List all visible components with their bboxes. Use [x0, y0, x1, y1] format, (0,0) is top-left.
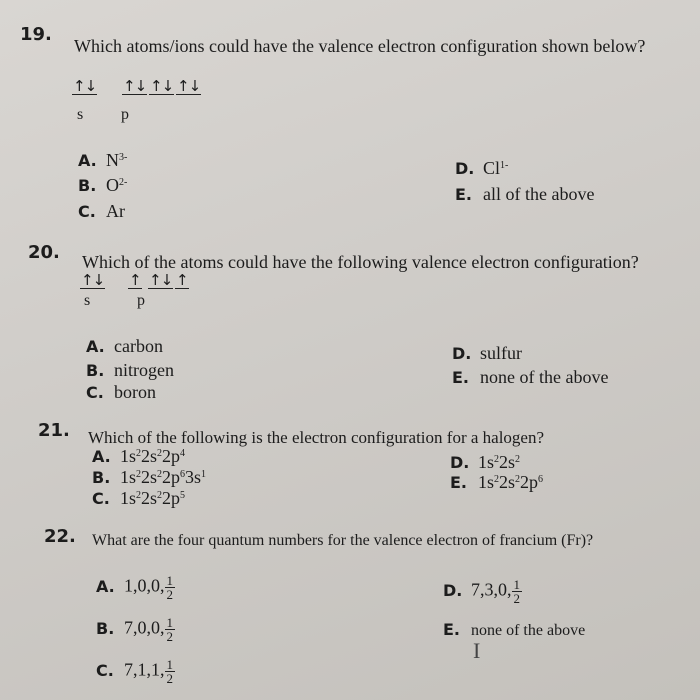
- option-letter: B.: [92, 468, 111, 487]
- option-letter: D.: [450, 453, 470, 472]
- option-letter: D.: [443, 580, 463, 600]
- option-letter: D.: [452, 344, 472, 363]
- option-letter: E.: [450, 473, 468, 492]
- q20-option-a[interactable]: A. carbon: [86, 336, 163, 356]
- q22-number: 22.: [44, 526, 76, 547]
- q19-p-label: p: [121, 106, 129, 123]
- fraction: $\frac{1}{2}$: [166, 657, 173, 686]
- q20-p-orbital-2: ↑↓: [149, 271, 173, 289]
- option-letter: A.: [92, 447, 111, 466]
- option-letter: C.: [78, 202, 96, 221]
- option-letter: B.: [78, 176, 97, 195]
- q19-p-orbital-3: ↑↓: [177, 77, 201, 95]
- q21-option-e[interactable]: E. $1s^22s^22p^6$: [450, 472, 544, 492]
- option-letter: D.: [455, 159, 475, 178]
- q20-option-c[interactable]: C. boron: [86, 382, 156, 402]
- q22-option-b[interactable]: B. 7,0,0, $\frac{1}{2}$: [96, 615, 173, 644]
- q19-option-c[interactable]: C. Ar: [78, 201, 125, 221]
- option-letter: E.: [443, 620, 461, 639]
- q20-option-e[interactable]: E. none of the above: [452, 367, 609, 387]
- q20-option-b[interactable]: B. nitrogen: [86, 360, 174, 380]
- option-letter: B.: [86, 361, 105, 380]
- q22-text: What are the four quantum numbers for the valence electron of francium (Fr)?: [92, 532, 594, 549]
- q22-option-a[interactable]: A. 1,0,0, $\frac{1}{2}$: [96, 573, 173, 602]
- q21-option-a[interactable]: A. $1s^22s^22p^4$: [92, 446, 186, 466]
- fraction: $\frac{1}{2}$: [166, 573, 173, 602]
- q19-number: 19.: [20, 24, 52, 45]
- q19-option-d[interactable]: D. $Cl^{1-}$: [455, 158, 509, 178]
- q19-p-orbital-1: ↑↓: [123, 77, 147, 95]
- q19-option-e[interactable]: E. all of the above: [455, 184, 595, 204]
- q20-p-label: p: [137, 292, 145, 309]
- q21-option-c[interactable]: C. $1s^22s^22p^5$: [92, 488, 186, 508]
- q22-option-c[interactable]: C. 7,1,1, $\frac{1}{2}$: [96, 657, 173, 686]
- text-cursor-icon: I: [473, 638, 481, 663]
- option-letter: C.: [86, 383, 104, 402]
- q22-option-d[interactable]: D. 7,3,0, $\frac{1}{2}$: [443, 577, 520, 606]
- q20-p-orbital-1: ↑: [129, 271, 141, 289]
- option-letter: A.: [96, 576, 115, 596]
- q20-p-orbital-3: ↑: [176, 271, 188, 289]
- q21-number: 21.: [38, 420, 70, 441]
- option-letter: C.: [96, 660, 114, 680]
- option-letter: E.: [452, 368, 470, 387]
- option-letter: B.: [96, 618, 115, 638]
- option-letter: A.: [86, 337, 105, 356]
- q20-text: Which of the atoms could have the following valence electron configuration?: [82, 252, 639, 272]
- q22-option-e[interactable]: E. none of the above: [443, 620, 586, 639]
- q21-option-b[interactable]: B. $1s^22s^22p^63s^1$: [92, 467, 207, 487]
- q19-option-b[interactable]: B. $O^{2-}$: [78, 175, 128, 195]
- q19-s-orbital: ↑↓: [73, 77, 97, 95]
- q19-s-label: s: [77, 106, 84, 123]
- q20-s-orbital: ↑↓: [81, 271, 105, 289]
- q20-s-label: s: [84, 292, 91, 309]
- q21-option-d[interactable]: D. $1s^22s^2$: [450, 452, 521, 472]
- q20-number: 20.: [28, 242, 60, 263]
- q19-text: Which atoms/ions could have the valence electron configuration shown below?: [74, 36, 646, 56]
- option-letter: E.: [455, 185, 473, 204]
- fraction: $\frac{1}{2}$: [166, 615, 173, 644]
- q19-option-a[interactable]: A. $N^{3-}$: [78, 150, 128, 170]
- q20-option-d[interactable]: D. sulfur: [452, 343, 522, 363]
- fraction: $\frac{1}{2}$: [513, 577, 520, 606]
- q19-p-orbital-2: ↑↓: [150, 77, 174, 95]
- q21-text: Which of the following is the electron configuration for a halogen?: [88, 428, 545, 447]
- option-letter: A.: [78, 151, 97, 170]
- option-letter: C.: [92, 489, 110, 508]
